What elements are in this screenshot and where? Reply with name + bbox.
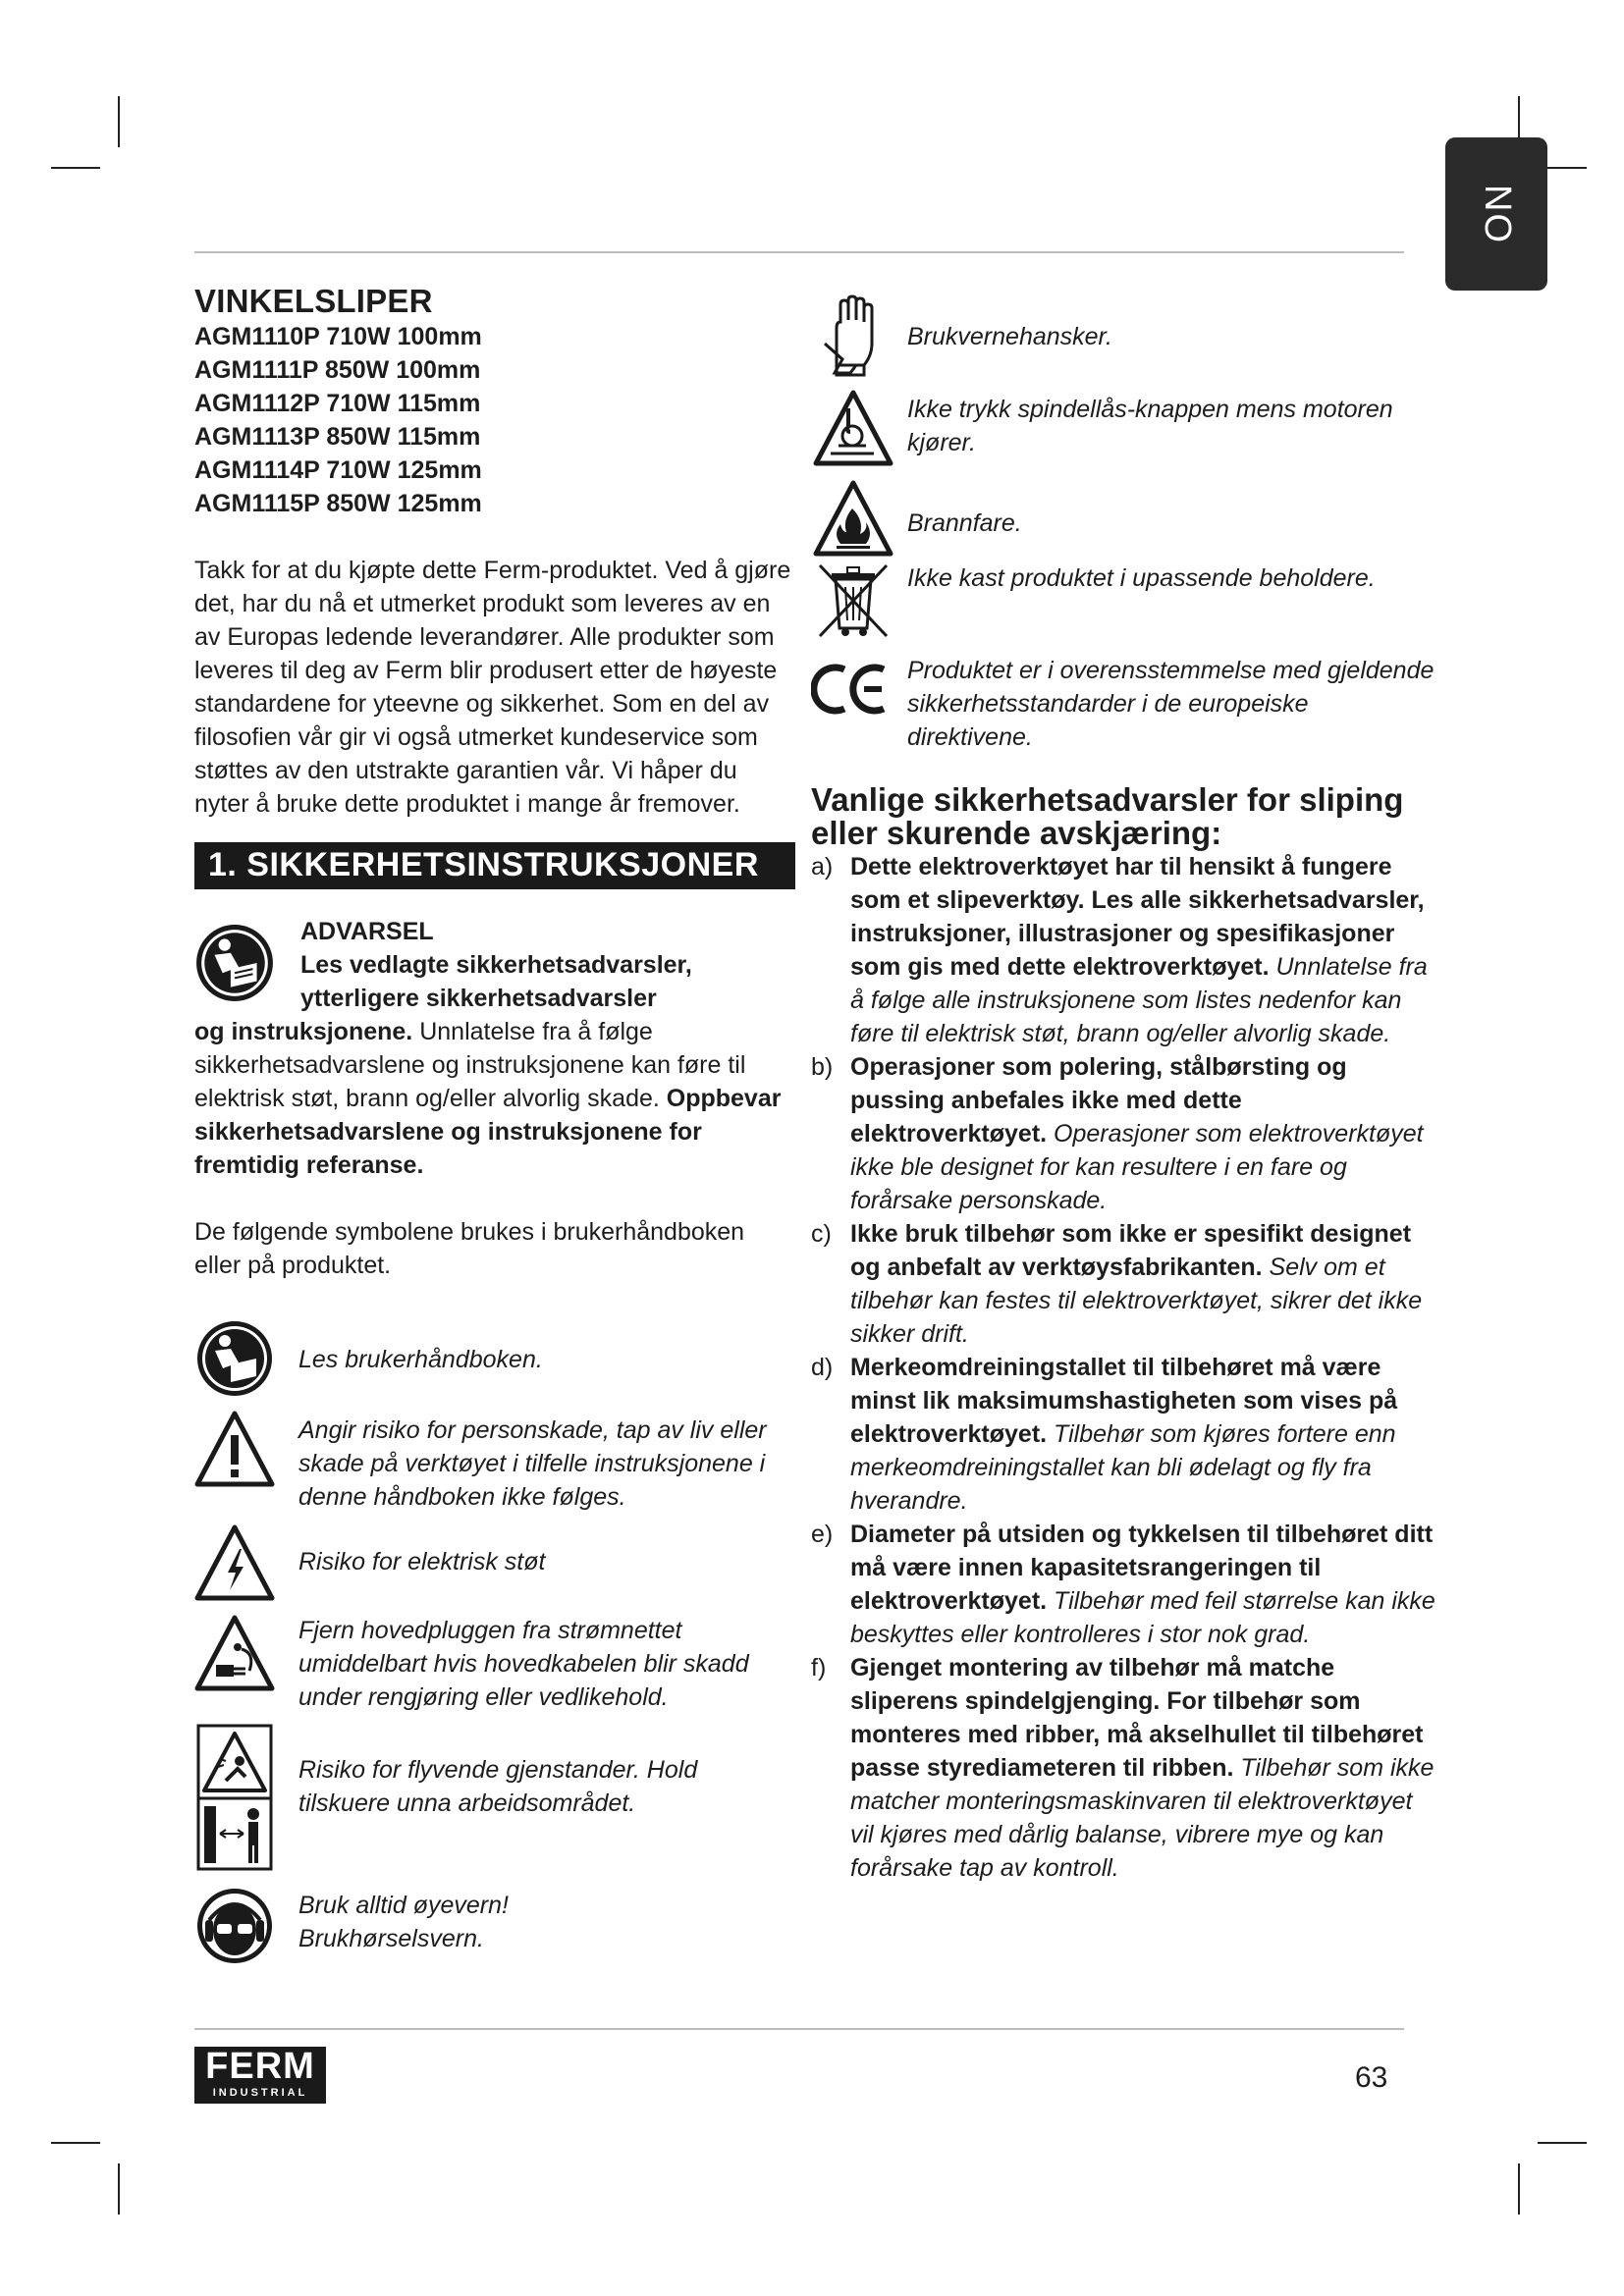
ferm-logo <box>194 2047 326 2104</box>
warning-normal-text: Unnlatelse fra å følge sikkerhetsadvarslene og instruksjonene kan føre til elektrisk støt, brann og/eller alvorlig skade. <box>194 1018 746 1112</box>
list-item <box>811 1217 1435 1351</box>
model-list <box>194 320 795 520</box>
language-code: NO <box>1476 184 1518 244</box>
list-item <box>811 1651 1435 1885</box>
crop-mark <box>1538 2142 1587 2144</box>
model-line: AGM1111P 850W 100mm <box>194 356 481 384</box>
section-heading: 1. SIKKERHETSINSTRUKSJONER <box>194 842 795 889</box>
model-line: AGM1110P 710W 100mm <box>194 323 482 350</box>
symbol-row <box>194 1887 795 1965</box>
manual-icon <box>194 923 275 1003</box>
list-bold-text: Operasjoner som polering, stålbørsting og pussing anbefales ikke med dette elektroverktøyet. <box>850 1053 1347 1148</box>
symbol-row <box>194 1724 795 1871</box>
list-item <box>811 1050 1435 1217</box>
warning-bold-text: Oppbevar sikkerhetsadvarslene og instruksjonene for fremtidig referanse. <box>194 1085 782 1179</box>
subsection-title: Vanlige sikkerhetsadvarsler for sliping eller skurende avskjæring: <box>811 781 1404 851</box>
list-bold-text: Diameter på utsiden og tykkelsen til tilbehøret ditt må være innen kapasitetsrangeringen til elektroverktøyet. <box>850 1521 1434 1615</box>
symbol-row <box>811 389 1435 469</box>
list-letter: f) <box>811 1654 827 1682</box>
symbol-description: Ikke trykk spindellås-knappen mens motoren kjører. <box>907 396 1393 456</box>
right-column <box>811 283 1435 1885</box>
model-line: AGM1115P 850W 125mm <box>194 490 482 517</box>
list-letter: a) <box>811 853 834 881</box>
symbol-row <box>194 1523 795 1604</box>
left-column <box>194 283 795 1965</box>
symbol-row <box>194 1614 795 1714</box>
manual-icon <box>195 1319 274 1398</box>
symbol-description: Les brukerhåndboken. <box>298 1346 543 1373</box>
crop-mark <box>1518 2163 1520 2215</box>
warning-text <box>194 1015 795 1182</box>
list-item <box>811 850 1435 1050</box>
list-bold-text: Dette elektroverktøyet har til hensikt å fungere som et slipeverktøy. Les alle sikkerhetsadvarsler, instruksjoner, illustrasjoner og spesifikasjoner som gis med dette elektroverktøyet. <box>850 853 1425 981</box>
page-number: 63 <box>1355 2061 1388 2094</box>
symbol-description <box>298 1889 509 1955</box>
symbol-description: Risiko for flyvende gjenstander. Hold tilskuere unna arbeidsområdet. <box>298 1756 698 1817</box>
warning-bold-text: og instruksjonene. <box>194 1018 413 1045</box>
list-item <box>811 1351 1435 1518</box>
symbol-description: Ikke kast produktet i upassende beholdere. <box>907 564 1376 592</box>
symbol-description: Risiko for elektrisk støt <box>298 1548 546 1575</box>
crop-mark <box>118 2163 120 2215</box>
fire-icon <box>813 479 893 560</box>
warning-block <box>194 915 795 1182</box>
eye-ear-protection-icon <box>195 1887 274 1965</box>
intro-paragraph: Takk for at du kjøpte dette Ferm-produktet. Ved å gjøre det, har du nå et utmerket produkt som leveres av en av Europas ledende leverandører. Alle produkter som leveres til deg av Ferm blir produsert etter de høyeste standardene for yteevne og sikkerhet. Som en del av filosofien vår gir vi også utmerket kundeservice som støttes av den utstrakte garantien vår. Vi håper du nyter å bruke dette produktet i mange år fremover. <box>194 557 791 818</box>
list-italic-text: Tilbehør som kjøres fortere enn merkeomdreiningstallet kan bli ødelagt og fly fra hverandre. <box>850 1420 1396 1515</box>
list-italic-text: Tilbehør som ikke matcher monteringsmaskinvaren til elektroverktøyet vil kjøres med dårlig balanse, vibrere mye og kan forårsake tap av kontroll. <box>850 1754 1435 1882</box>
warning-heading: ADVARSEL <box>300 918 434 945</box>
unplug-icon <box>194 1614 275 1694</box>
safety-list <box>811 850 1435 1885</box>
document-title: VINKELSLIPER <box>194 283 433 319</box>
symbol-row <box>811 561 1435 640</box>
crop-mark <box>51 167 100 169</box>
gloves-icon <box>821 294 886 377</box>
list-letter: b) <box>811 1053 834 1081</box>
list-bold-text: Merkeomdreiningstallet til tilbehøret må være minst lik maksimumshastigheten som vises på elektroverktøyet. <box>850 1354 1398 1448</box>
list-letter: c) <box>811 1220 832 1248</box>
symbol-description: Produktet er i overensstemmelse med gjeldende sikkerhetsstandarder i de europeiske direktivene. <box>907 657 1435 751</box>
crop-mark <box>51 2142 100 2144</box>
symbol-description-line: Bruk alltid øyevern! <box>298 1892 509 1919</box>
language-tab <box>1445 137 1547 291</box>
symbol-description: Brannfare. <box>907 509 1022 537</box>
model-line: AGM1114P 710W 125mm <box>194 456 482 484</box>
warning-icon <box>194 1410 275 1490</box>
symbol-description-line: Brukhørselsvern. <box>298 1925 484 1952</box>
symbol-description: Fjern hovedpluggen fra strømnettet umiddelbart hvis hovedkabelen blir skadd under rengjøring eller vedlikehold. <box>298 1617 749 1711</box>
model-line: AGM1112P 710W 115mm <box>194 390 481 417</box>
symbol-description: Angir risiko for personskade, tap av liv eller skade på verktøyet i tilfelle instruksjonene i denne håndboken ikke følges. <box>298 1416 767 1511</box>
bottom-rule <box>194 2028 1404 2030</box>
logo-subtitle: INDUSTRIAL <box>212 2087 308 2099</box>
ce-mark-icon <box>811 660 890 719</box>
list-italic-text: Operasjoner som elektroverktøyet ikke ble designet for kan resultere i en fare og forårsake personskade. <box>850 1120 1424 1214</box>
symbols-intro: De følgende symbolene brukes i brukerhåndboken eller på produktet. <box>194 1218 745 1279</box>
list-bold-text: Gjenget montering av tilbehør må matche sliperens spindelgjenging. For tilbehør som monteres med ribber, må akselhullet til tilbehøret passe styrediameteren til ribben. <box>850 1654 1424 1782</box>
symbol-row <box>811 479 1435 560</box>
electric-shock-icon <box>194 1523 275 1604</box>
crop-mark <box>118 96 120 147</box>
top-rule <box>194 251 1404 253</box>
list-italic-text: Unnlatelse fra å følge alle instruksjonene som listes nedenfor kan føre til elektrisk støt, brann og/eller alvorlig skade. <box>850 953 1428 1047</box>
symbol-row <box>811 657 1435 754</box>
list-italic-text: Selv om et tilbehør kan festes til elektroverktøyet, sikrer det ikke sikker drift. <box>850 1254 1423 1348</box>
list-italic-text: Tilbehør med feil størrelse kan ikke beskyttes eller kontrolleres i stor nok grad. <box>850 1587 1435 1648</box>
spindle-lock-icon <box>813 389 893 469</box>
symbol-row <box>811 294 1435 377</box>
list-letter: e) <box>811 1521 834 1548</box>
list-letter: d) <box>811 1354 834 1381</box>
warning-bold-text: Les vedlagte sikkerhetsadvarsler, ytterligere sikkerhetsadvarsler <box>300 951 692 1012</box>
symbol-row <box>194 1410 795 1514</box>
symbol-description: Brukvernehansker. <box>907 323 1112 350</box>
weee-bin-icon <box>816 561 891 640</box>
list-bold-text: Ikke bruk tilbehør som ikke er spesifikt designet og anbefalt av verktøysfabrikanten. <box>850 1220 1412 1281</box>
logo-wordmark: FERM <box>205 2046 315 2087</box>
symbol-row <box>194 1319 795 1398</box>
list-item <box>811 1518 1435 1651</box>
flying-objects-icon <box>196 1724 273 1871</box>
model-line: AGM1113P 850W 115mm <box>194 423 481 451</box>
